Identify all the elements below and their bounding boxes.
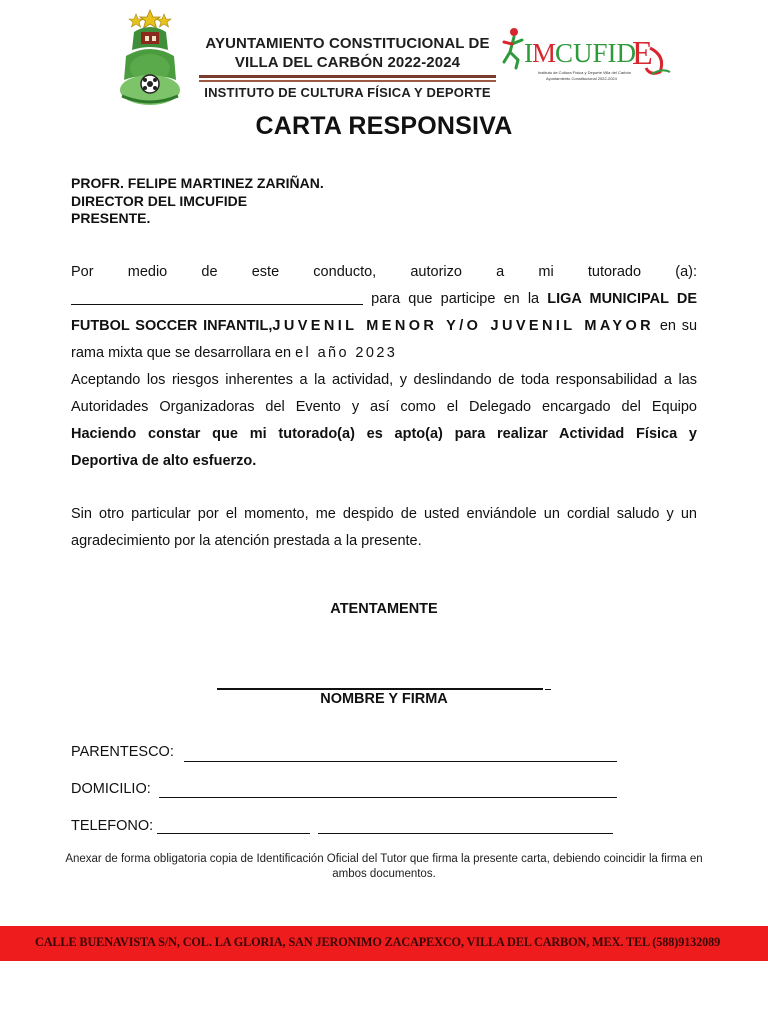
svg-text:Instituto de Cultura Física y: Instituto de Cultura Física y Deporte Villa del Carbón bbox=[538, 70, 632, 75]
letterhead-title-line3: INSTITUTO DE CULTURA FÍSICA Y DEPORTE bbox=[204, 85, 491, 100]
body-bold-text: Haciendo constar que mi tutorado(a) es apto(a) para realizar Actividad Física y bbox=[71, 426, 697, 442]
letter-body bbox=[71, 259, 697, 475]
body-text: en su bbox=[654, 318, 697, 334]
telefono-blank-extension[interactable] bbox=[318, 833, 613, 834]
telefono-blank[interactable] bbox=[157, 833, 310, 834]
body-line bbox=[71, 340, 697, 367]
domicilio-blank[interactable] bbox=[159, 797, 617, 798]
domicilio-label: DOMICILIO: bbox=[71, 781, 151, 797]
municipal-crest-logo bbox=[112, 8, 188, 106]
addressee-name: PROFR. FELIPE MARTINEZ ZARIÑAN. bbox=[71, 175, 324, 191]
parentesco-blank[interactable] bbox=[184, 761, 617, 762]
closing-paragraph: Sin otro particular por el momento, me despido de usted enviándole un cordial saludo y un agradecimiento por la atención prestada a la presente. bbox=[71, 506, 697, 549]
body-line bbox=[71, 448, 697, 475]
body-line bbox=[71, 313, 697, 340]
category-list: JUVENIL MENOR Y/O JUVENIL MAYOR bbox=[272, 318, 655, 334]
body-line bbox=[71, 421, 697, 448]
body-line: Autoridades Organizadoras del Evento y así como el Delegado encargado del Equipo bbox=[71, 399, 697, 415]
letterhead-titles bbox=[195, 34, 500, 101]
telefono-label: TELEFONO: bbox=[71, 818, 154, 834]
addressee-presente: PRESENTE. bbox=[71, 210, 151, 226]
year-text: el año 2023 bbox=[295, 345, 398, 361]
letterhead bbox=[0, 0, 768, 110]
svg-text:M: M bbox=[532, 38, 557, 68]
svg-text:Ayuntamiento Constitucional 20: Ayuntamiento Constitucional 2022-2024 bbox=[546, 76, 617, 81]
mandatory-id-note: Anexar de forma obligatoria copia de Identificación Oficial del Tutor que firma la presente carta, debiendo coincidir la firma en ambos documentos. bbox=[65, 853, 703, 880]
footer-bar bbox=[0, 926, 768, 961]
body-line bbox=[71, 286, 697, 313]
document-title: CARTA RESPONSIVA bbox=[255, 112, 513, 140]
body-line: Por medio de este conducto, autorizo a mi tutorado (a): bbox=[71, 264, 697, 280]
signature-label: NOMBRE Y FIRMA bbox=[320, 691, 448, 707]
body-text: rama mixta que se desarrollara en bbox=[71, 345, 296, 361]
svg-text:CUFID: CUFID bbox=[555, 38, 637, 68]
footer-address: CALLE BUENAVISTA S/N, COL. LA GLORIA, SAN JERONIMO ZACAPEXCO, VILLA DEL CARBON, MEX. TEL (588)9132089 bbox=[35, 935, 721, 949]
letterhead-divider-thin bbox=[199, 80, 496, 82]
addressee-position: DIRECTOR DEL IMCUFIDE bbox=[71, 192, 248, 209]
body-bold-text: FUTBOL SOCCER INFANTIL, bbox=[71, 318, 273, 334]
signature-line[interactable] bbox=[217, 688, 543, 690]
body-text: para que participe en la bbox=[363, 291, 548, 307]
letterhead-title-line1: AYUNTAMIENTO CONSTITUCIONAL DE bbox=[205, 35, 490, 52]
atentamente-heading: ATENTAMENTE bbox=[330, 601, 438, 617]
body-bold-text: Deportiva de alto esfuerzo. bbox=[71, 453, 257, 469]
body-bold-text: LIGA MUNICIPAL DE bbox=[547, 291, 697, 307]
parentesco-label: PARENTESCO: bbox=[71, 744, 174, 760]
addressee-block bbox=[71, 175, 324, 228]
letterhead-divider bbox=[199, 75, 496, 78]
signature-line-tail bbox=[545, 689, 551, 690]
letterhead-title-line2: VILLA DEL CARBÓN 2022-2024 bbox=[234, 54, 461, 71]
svg-text:I: I bbox=[524, 38, 533, 68]
svg-text:E: E bbox=[632, 35, 653, 72]
tutorado-name-blank[interactable] bbox=[71, 289, 363, 305]
body-line: Aceptando los riesgos inherentes a la actividad, y deslindando de toda responsabilidad a las bbox=[71, 372, 697, 388]
imcufide-logo bbox=[500, 22, 675, 92]
